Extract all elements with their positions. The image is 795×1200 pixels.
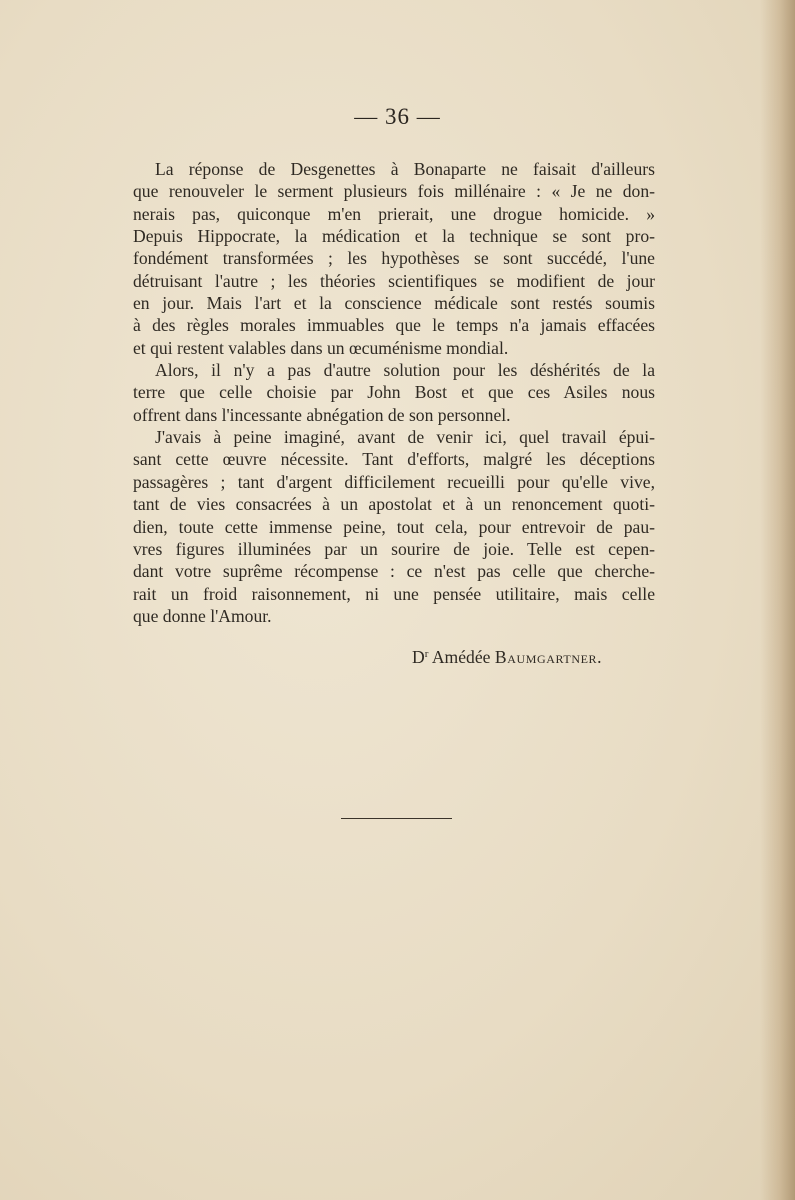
- paragraph-3: [133, 426, 655, 627]
- text-line: fondément transformées ; les hypothèses se sont succédé, l'une: [133, 248, 655, 269]
- text-line: en jour. Mais l'art et la conscience médicale sont restés soumis: [133, 293, 655, 314]
- text-line: que donne l'Amour.: [133, 605, 272, 626]
- page-number: — 36 —: [354, 104, 441, 129]
- text-line: sant cette œuvre nécessite. Tant d'efforts, malgré les déceptions: [133, 449, 655, 470]
- text-line: que renouveler le serment plusieurs fois millénaire : « Je ne don-: [133, 181, 655, 202]
- signature-title: D: [412, 647, 425, 667]
- text-line: à des règles morales immuables que le temps n'a jamais effacées: [133, 315, 655, 336]
- signature-first-name: Amédée: [431, 647, 491, 667]
- text-line: vres figures illuminées par un sourire de joie. Telle est cepen-: [133, 538, 655, 559]
- closing-divider: [341, 818, 452, 819]
- paragraph-1: [133, 158, 655, 359]
- text-line: rait un froid raisonnement, ni une pensée utilitaire, mais celle: [133, 583, 655, 604]
- text-line: offrent dans l'incessante abnégation de son personnel.: [133, 404, 511, 425]
- text-line: détruisant l'autre ; les théories scientifiques se modifient de jour: [133, 270, 655, 291]
- author-signature: [412, 647, 602, 668]
- text-line: nerais pas, quiconque m'en prierait, une drogue homicide. »: [133, 203, 655, 224]
- body-text: [133, 158, 655, 627]
- text-line: tant de vies consacrées à un apostolat et à un renoncement quoti-: [133, 494, 655, 515]
- text-line: dant votre suprême récompense : ce n'est pas celle que cherche-: [133, 561, 655, 582]
- text-line: La réponse de Desgenettes à Bonaparte ne faisait d'ailleurs: [155, 159, 655, 179]
- paragraph-2: [133, 359, 655, 426]
- signature-title-superscript: r: [424, 648, 429, 660]
- text-line: J'avais à peine imaginé, avant de venir ici, quel travail épui-: [155, 427, 655, 448]
- signature-last-name: Baumgartner.: [494, 647, 603, 667]
- text-line: terre que celle choisie par John Bost et que ces Asiles nous: [133, 382, 655, 403]
- text-line: Depuis Hippocrate, la médication et la technique se sont pro-: [133, 226, 655, 247]
- text-line: et qui restent valables dans un œcuménisme mondial.: [133, 337, 509, 358]
- text-line: passagères ; tant d'argent difficilement recueilli pour qu'elle vive,: [133, 471, 655, 492]
- text-line: dien, toute cette immense peine, tout cela, pour entrevoir de pau-: [133, 516, 655, 537]
- text-line: Alors, il n'y a pas d'autre solution pour les déshérités de la: [155, 360, 655, 381]
